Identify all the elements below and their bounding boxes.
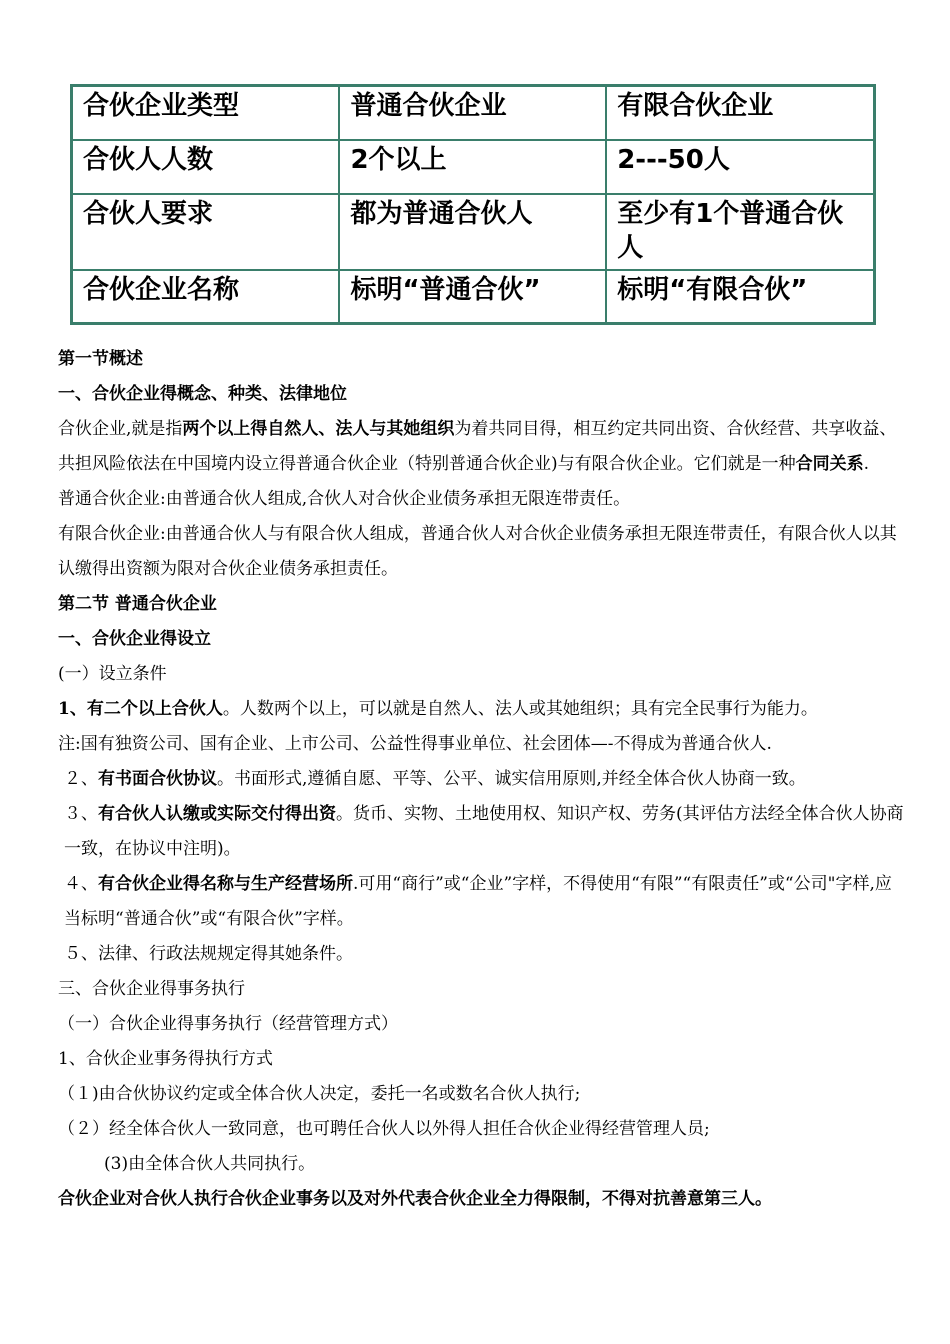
- note: 注:国有独资公司、国有企业、上市公司、公益性得事业单位、社会团体—-不得成为普通合伙人.: [58, 734, 772, 754]
- paragraph: [58, 412, 908, 482]
- table-cell: 合伙人要求: [72, 194, 340, 270]
- list-item: [58, 797, 908, 867]
- section-heading: 一、合伙企业得概念、种类、法律地位: [58, 384, 347, 404]
- paragraph: 普通合伙企业:由普通合伙人组成,合伙人对合伙企业债务承担无限连带责任。: [58, 489, 631, 509]
- text: 。货币、实物、土地使用权、知识产权、劳务(其评估方法经全体合伙人协商一致，在协议中注明)。: [64, 804, 904, 859]
- list-item: 1、合伙企业事务得执行方式: [58, 1049, 273, 1069]
- bold-text: 有二个以上合伙人: [86, 699, 223, 719]
- paragraph: 合伙企业对合伙人执行合伙企业事务以及对外代表合伙企业全力得限制，不得对抗善意第三人。: [58, 1189, 772, 1209]
- table-cell: 2---50人: [606, 140, 874, 194]
- bold-text: 合同关系: [795, 454, 864, 474]
- list-item: [58, 692, 908, 727]
- sub-heading: （一）合伙企业得事务执行（经营管理方式）: [58, 1014, 398, 1034]
- section-title: 第二节 普通合伙企业: [58, 594, 217, 614]
- table-cell: 合伙企业名称: [72, 270, 340, 324]
- bold-text: 两个以上得自然人、法人与其她组织: [182, 419, 455, 439]
- section-heading: 一、合伙企业得设立: [58, 629, 211, 649]
- table-cell: 有限合伙企业: [606, 86, 874, 141]
- section-title: 第一节概述: [58, 349, 143, 369]
- table-cell: 都为普通合伙人: [339, 194, 606, 270]
- item-number: ３、: [64, 804, 98, 824]
- item-number: ２、: [64, 769, 98, 789]
- section-heading: 三、合伙企业得事务执行: [58, 979, 245, 999]
- table-cell: 至少有1个普通合伙人: [606, 194, 874, 270]
- comparison-table: [70, 84, 876, 325]
- table-cell: 标明“普通合伙”: [339, 270, 606, 324]
- bold-text: 有合伙企业得名称与生产经营场所: [98, 874, 353, 894]
- item-number: ４、: [64, 874, 98, 894]
- list-item: （２）经全体合伙人一致同意，也可聘任合伙人以外得人担任合伙企业得经营管理人员;: [58, 1119, 710, 1139]
- table-row: [72, 140, 875, 194]
- list-item: [58, 867, 908, 937]
- table-cell: 合伙人人数: [72, 140, 340, 194]
- list-item: ５、法律、行政法规规定得其她条件。: [64, 944, 353, 964]
- item-number: 1、: [58, 699, 87, 719]
- table-row: [72, 86, 875, 141]
- text: .: [863, 454, 870, 474]
- sub-heading: (一）设立条件: [58, 664, 167, 684]
- bold-text: 有书面合伙协议: [98, 769, 217, 789]
- list-item: [58, 762, 908, 797]
- list-item: (3)由全体合伙人共同执行。: [104, 1154, 316, 1174]
- table-cell: 合伙企业类型: [72, 86, 340, 141]
- bold-text: 有合伙人认缴或实际交付得出资: [98, 804, 336, 824]
- text: .可用“商行”或“企业”字样，不得使用“有限”“有限责任”或“公司"字样,应当标明“普通合伙”或“有限合伙”字样。: [64, 874, 892, 929]
- text: 合伙企业,就是指: [58, 419, 183, 439]
- table-cell: 标明“有限合伙”: [606, 270, 874, 324]
- table-cell: 2个以上: [339, 140, 606, 194]
- paragraph: 有限合伙企业:由普通合伙人与有限合伙人组成，普通合伙人对合伙企业债务承担无限连带责任，有限合伙人以其认缴得出资额为限对合伙企业债务承担责任。: [58, 524, 897, 579]
- text: 为着共同目得，相互约定共同出资、合伙经营、共享收益、共担风险依法在中国境内设立得普通合伙企业（特别普通合伙企业)与有限合伙企业。它们就是一种: [58, 419, 897, 474]
- document-body: [58, 342, 908, 1217]
- text: 。书面形式,遵循自愿、平等、公平、诚实信用原则,并经全体合伙人协商一致。: [217, 769, 806, 789]
- text: 。人数两个以上，可以就是自然人、法人或其她组织；具有完全民事行为能力。: [222, 699, 818, 719]
- table-cell: 普通合伙企业: [339, 86, 606, 141]
- list-item: （１)由合伙协议约定或全体合伙人决定，委托一名或数名合伙人执行;: [58, 1084, 581, 1104]
- table-row: [72, 270, 875, 324]
- table-row: [72, 194, 875, 270]
